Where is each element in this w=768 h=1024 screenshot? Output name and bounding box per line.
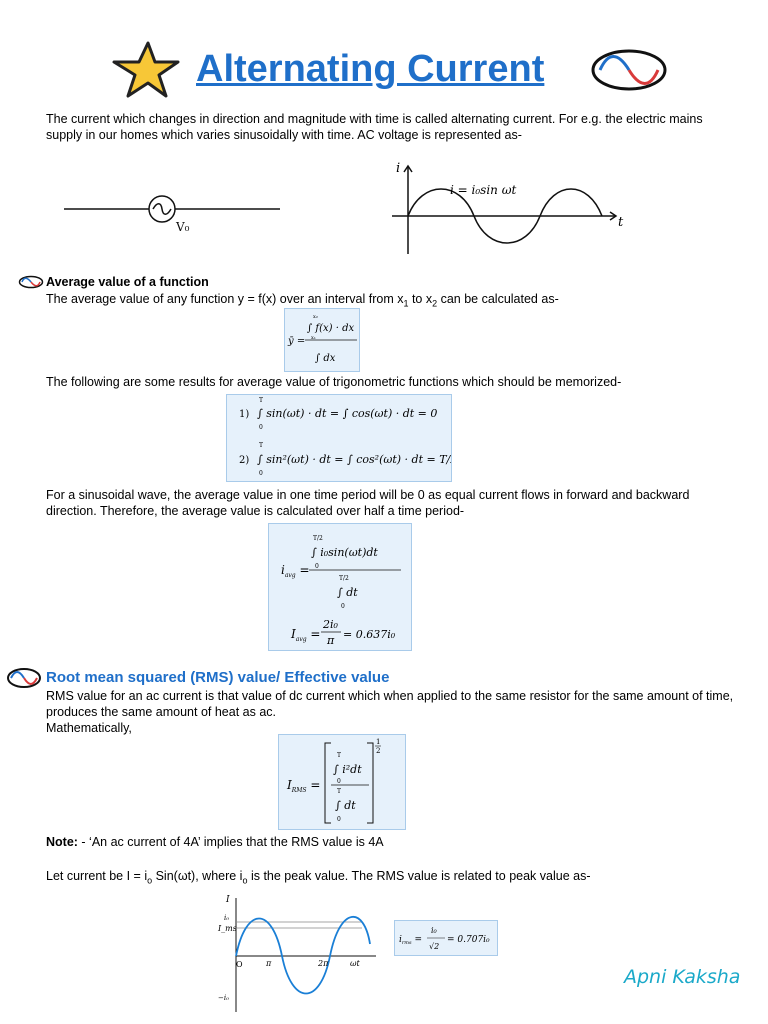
intro-paragraph: The current which changes in direction and magnitude with time is called alternating current. For e.g. the electric mains supply in our homes which varies sinusoidally with time. AC voltage is represented as- bbox=[46, 112, 703, 142]
peak-formula-box bbox=[394, 920, 498, 956]
sine-wave-icon bbox=[590, 48, 668, 92]
svg-text:IRMS =: $I_{RMS}$ = bbox=[287, 778, 321, 794]
peak-paragraph: Let current be $I = i_o$ Sin(ωt), where $i_o$ is the peak value. The RMS value is related to peak value as- bbox=[46, 869, 591, 886]
sine-graph bbox=[388, 158, 628, 258]
average-formula-num: ∫ f(x) · dx bbox=[307, 323, 355, 334]
avg-lower: 0 bbox=[315, 563, 319, 570]
avg-lhs: i bbox=[281, 563, 285, 577]
trig-result1-lower: 0 bbox=[259, 424, 263, 431]
rms-lhs: I bbox=[287, 778, 292, 792]
sine-equation: i = i₀sin ωt bbox=[450, 183, 517, 197]
trig-result2-lower: 0 bbox=[259, 470, 263, 477]
rms-exp-den: 2 bbox=[376, 747, 381, 755]
rms-lower: 0 bbox=[337, 778, 341, 785]
rms-numerator: ∫ i²dt bbox=[333, 763, 362, 776]
ac-source-label: V₀ bbox=[176, 220, 190, 234]
avg-result-num: 2i₀ bbox=[323, 618, 338, 631]
svg-text:iavg =: $i_{avg}$ = bbox=[281, 563, 310, 579]
average-formula-upper: x₂ bbox=[313, 314, 318, 320]
peak-lhs-sub: rms bbox=[401, 940, 412, 946]
average-paragraph: The average value of any function y = f(x) over an interval from $x_1$ to $x_2$ can be calculated as- bbox=[46, 292, 559, 309]
svg-text:Iavg =: $I_{avg}$ = bbox=[291, 627, 321, 643]
rms-paragraph: RMS value for an ac current is that value of dc current which when applied to the same resistor for the same amount of time, produces the same amount of heat as ac. bbox=[46, 689, 734, 719]
signature-logo: Apni Kaksha bbox=[624, 966, 741, 988]
note-line bbox=[46, 834, 384, 850]
trig-result1: ∫ sin(ωt) · dt = ∫ cos(ωt) · dt = 0 bbox=[257, 407, 438, 420]
trig-result1-upper: T bbox=[259, 397, 264, 404]
note-label: Note: bbox=[46, 835, 78, 849]
rms-exp-num: 1 bbox=[376, 738, 381, 746]
avg-lhs-sub: avg bbox=[284, 572, 296, 579]
sinusoid-paragraph: For a sinusoidal wave, the average value in one time period will be 0 as equal current flows in forward and backward direction. Therefore, the average value is calculated over half a time period- bbox=[46, 488, 690, 518]
rms-graph-i0: i₀ bbox=[224, 914, 230, 922]
rms-upper: T bbox=[337, 752, 342, 759]
average-heading: Average value of a function bbox=[46, 275, 209, 289]
trig-result2-num: 2) bbox=[239, 455, 250, 466]
rms-graph-y-label: I bbox=[226, 895, 230, 905]
rms-graph-neg: −i₀ bbox=[218, 994, 229, 1002]
rms-graph bbox=[212, 892, 380, 1016]
rms-denominator: ∫ dt bbox=[335, 799, 356, 812]
sine-y-label: i bbox=[396, 161, 401, 176]
rms-upper-2: T bbox=[337, 788, 342, 795]
average-formula-box bbox=[284, 308, 360, 372]
rms-lower-2: 0 bbox=[337, 816, 341, 823]
peak-lhs: i bbox=[399, 935, 402, 945]
svg-text:irms =: $i_{rms}$ = bbox=[399, 935, 422, 946]
peak-den: √2 bbox=[429, 942, 440, 951]
avg-result-lhs: I bbox=[291, 627, 296, 641]
rms-graph-irms: I_ms bbox=[218, 924, 237, 933]
rms-graph-2pi: 2π bbox=[318, 959, 329, 968]
trig-formula-box bbox=[226, 394, 452, 482]
rms-heading: Root mean squared (RMS) value/ Effective value bbox=[46, 669, 390, 686]
average-formula-lhs: ȳ = bbox=[288, 336, 306, 347]
trig-result2-upper: T bbox=[259, 442, 264, 449]
peak-num: i₀ bbox=[431, 926, 437, 935]
avg-result-value: = 0.637i₀ bbox=[343, 628, 396, 641]
rms-graph-pi: π bbox=[266, 959, 272, 968]
avg-upper-2: T/2 bbox=[339, 575, 349, 582]
mathematically-label: Mathematically, bbox=[46, 721, 132, 735]
rms-lhs-sub: RMS bbox=[291, 787, 307, 794]
trig-intro: The following are some results for average value of trigonometric functions which should be memorized- bbox=[46, 375, 622, 389]
trig-result2: ∫ sin²(ωt) · dt = ∫ cos²(ωt) · dt = T/2 bbox=[257, 453, 451, 466]
rms-graph-omega: ωt bbox=[350, 959, 360, 968]
sine-wave-bullet-icon bbox=[18, 275, 44, 289]
sine-wave-bullet-icon bbox=[6, 667, 42, 689]
avg-formula-box bbox=[268, 523, 412, 651]
avg-numerator: ∫ i₀sin(ωt)dt bbox=[311, 546, 378, 559]
avg-result-sub: avg bbox=[295, 636, 307, 643]
ac-source-diagram bbox=[62, 190, 282, 236]
rms-formula-box bbox=[278, 734, 406, 830]
average-formula-lower: x₁ bbox=[311, 335, 316, 341]
star-icon bbox=[108, 40, 182, 100]
note-text: - ‘An ac current of 4A’ implies that the RMS value is 4A bbox=[77, 835, 384, 849]
peak-result: = 0.707i₀ bbox=[447, 935, 490, 945]
page-title: Alternating Current bbox=[196, 48, 545, 90]
avg-denominator: ∫ dt bbox=[337, 586, 358, 599]
sine-x-label: t bbox=[618, 215, 624, 230]
avg-upper: T/2 bbox=[313, 535, 323, 542]
rms-graph-zero: O bbox=[236, 960, 243, 969]
avg-result-den: π bbox=[327, 634, 335, 647]
trig-result1-num: 1) bbox=[239, 409, 250, 420]
avg-lower-2: 0 bbox=[341, 603, 345, 610]
average-formula-den: ∫ dx bbox=[315, 353, 336, 364]
